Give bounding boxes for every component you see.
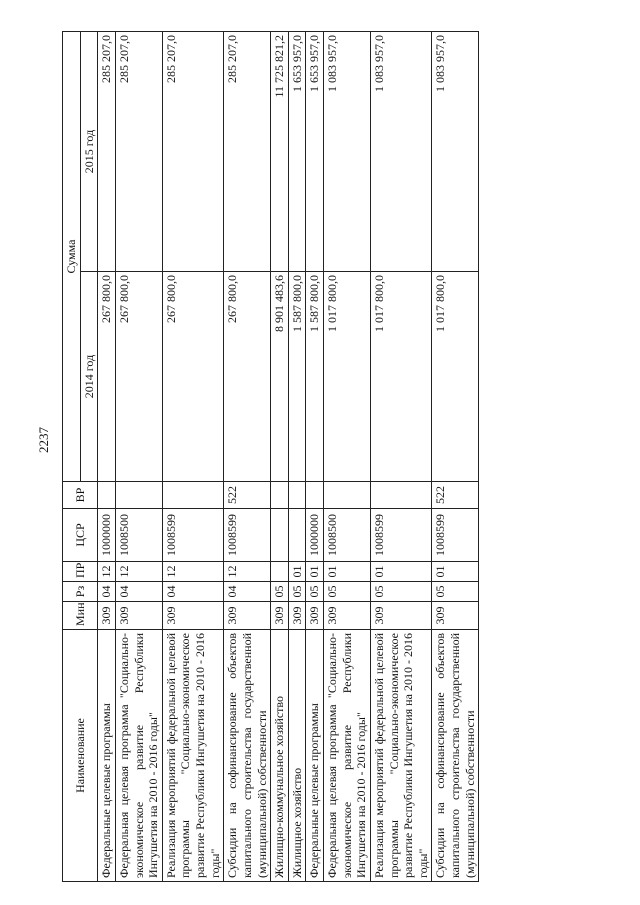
cell-rz: 04 xyxy=(162,582,224,602)
cell-rz: 05 xyxy=(288,582,306,602)
cell-name: Субсидии на софинансирование объектов капитального строительства государственной (муниципальной) собственности xyxy=(224,630,271,882)
cell-sum-2015: 285 207,0 xyxy=(224,31,271,271)
cell-min: 309 xyxy=(224,602,271,630)
cell-sum-2015: 1 083 957,0 xyxy=(432,31,479,271)
cell-name: Субсидии на софинансирование объектов капитального строительства государственной (муниципальной) собственности xyxy=(432,630,479,882)
cell-sum-2014: 1 017 800,0 xyxy=(324,272,371,482)
header-csr: ЦСР xyxy=(63,509,98,562)
cell-csr: 1008599 xyxy=(224,509,271,562)
cell-rz: 05 xyxy=(324,582,371,602)
cell-pr: 12 xyxy=(98,562,116,582)
cell-name: Федеральная целевая программа "Социально-экономическое развитие Республики Ингушетия на 2010 - 2016 годы" xyxy=(324,630,371,882)
cell-vr xyxy=(98,482,116,509)
cell-rz: 05 xyxy=(271,582,289,602)
cell-csr: 1008500 xyxy=(324,509,371,562)
cell-vr: 522 xyxy=(432,482,479,509)
cell-sum-2014: 8 901 483,6 xyxy=(271,272,289,482)
cell-pr: 01 xyxy=(288,562,306,582)
cell-min: 309 xyxy=(162,602,224,630)
cell-rz: 05 xyxy=(432,582,479,602)
table-row xyxy=(271,31,289,881)
cell-vr xyxy=(162,482,224,509)
cell-sum-2015: 11 725 821,2 xyxy=(271,31,289,271)
cell-csr: 1000000 xyxy=(306,509,324,562)
cell-csr: 1008599 xyxy=(162,509,224,562)
cell-pr: 01 xyxy=(324,562,371,582)
table-row xyxy=(324,31,371,881)
cell-csr: 1000000 xyxy=(98,509,116,562)
cell-name: Реализация мероприятий федеральной целевой программы "Социально-экономическое развитие Республики Ингушетия на 2010 - 2016 годы" xyxy=(370,630,432,882)
cell-sum-2015: 1 083 957,0 xyxy=(370,31,432,271)
cell-sum-2014: 267 800,0 xyxy=(162,272,224,482)
cell-vr xyxy=(324,482,371,509)
cell-rz: 05 xyxy=(370,582,432,602)
cell-min: 309 xyxy=(370,602,432,630)
cell-min: 309 xyxy=(324,602,371,630)
cell-csr xyxy=(271,509,289,562)
cell-sum-2014: 1 017 800,0 xyxy=(432,272,479,482)
cell-sum-2014: 1 017 800,0 xyxy=(370,272,432,482)
table-row xyxy=(432,31,479,881)
cell-sum-2014: 1 587 800,0 xyxy=(306,272,324,482)
cell-min: 309 xyxy=(288,602,306,630)
cell-rz: 05 xyxy=(306,582,324,602)
cell-sum-2015: 1 083 957,0 xyxy=(324,31,371,271)
cell-name: Федеральные целевые программы xyxy=(98,630,116,882)
cell-sum-2014: 267 800,0 xyxy=(98,272,116,482)
page-number: 2237 xyxy=(36,427,51,453)
table-row xyxy=(224,31,271,881)
cell-vr xyxy=(370,482,432,509)
cell-sum-2014: 267 800,0 xyxy=(224,272,271,482)
budget-table xyxy=(62,31,479,882)
table-body xyxy=(98,31,479,881)
cell-pr: 12 xyxy=(115,562,162,582)
cell-sum-2015: 1 653 957,0 xyxy=(306,31,324,271)
cell-pr xyxy=(271,562,289,582)
cell-pr: 01 xyxy=(432,562,479,582)
cell-sum-2015: 1 653 957,0 xyxy=(288,31,306,271)
cell-name: Жилищное хозяйство xyxy=(288,630,306,882)
cell-rz: 04 xyxy=(98,582,116,602)
cell-vr xyxy=(115,482,162,509)
cell-rz: 04 xyxy=(224,582,271,602)
cell-name: Жилищно-коммунальное хозяйство xyxy=(271,630,289,882)
cell-csr: 1008599 xyxy=(432,509,479,562)
rotated-page xyxy=(62,32,582,882)
cell-min: 309 xyxy=(98,602,116,630)
cell-pr: 01 xyxy=(370,562,432,582)
table-row xyxy=(98,31,116,881)
cell-pr: 01 xyxy=(306,562,324,582)
cell-min: 309 xyxy=(306,602,324,630)
cell-name: Федеральные целевые программы xyxy=(306,630,324,882)
header-vr: ВР xyxy=(63,482,98,509)
cell-min: 309 xyxy=(432,602,479,630)
cell-pr: 12 xyxy=(224,562,271,582)
cell-sum-2014: 1 587 800,0 xyxy=(288,272,306,482)
header-sum: Сумма xyxy=(63,31,81,481)
header-name: Наименование xyxy=(63,630,98,882)
header-year-2014: 2014 год xyxy=(80,272,98,482)
cell-vr xyxy=(288,482,306,509)
header-pr: ПР xyxy=(63,562,98,582)
header-min: Мин xyxy=(63,602,98,630)
cell-min: 309 xyxy=(271,602,289,630)
cell-sum-2014: 267 800,0 xyxy=(115,272,162,482)
cell-vr xyxy=(271,482,289,509)
cell-csr xyxy=(288,509,306,562)
cell-sum-2015: 285 207,0 xyxy=(115,31,162,271)
cell-min: 309 xyxy=(115,602,162,630)
table-row xyxy=(115,31,162,881)
cell-name: Реализация мероприятий федеральной целевой программы "Социально-экономическое развитие Республики Ингушетия на 2010 - 2016 годы" xyxy=(162,630,224,882)
cell-csr: 1008500 xyxy=(115,509,162,562)
cell-vr: 522 xyxy=(224,482,271,509)
cell-sum-2015: 285 207,0 xyxy=(98,31,116,271)
table-row xyxy=(288,31,306,881)
table-row xyxy=(162,31,224,881)
header-rz: Рз xyxy=(63,582,98,602)
cell-name: Федеральная целевая программа "Социально-экономическое развитие Республики Ингушетия на 2010 - 2016 годы" xyxy=(115,630,162,882)
cell-csr: 1008599 xyxy=(370,509,432,562)
header-year-2015: 2015 год xyxy=(80,31,98,271)
cell-sum-2015: 285 207,0 xyxy=(162,31,224,271)
cell-pr: 12 xyxy=(162,562,224,582)
cell-rz: 04 xyxy=(115,582,162,602)
table-row xyxy=(306,31,324,881)
cell-vr xyxy=(306,482,324,509)
table-row xyxy=(370,31,432,881)
